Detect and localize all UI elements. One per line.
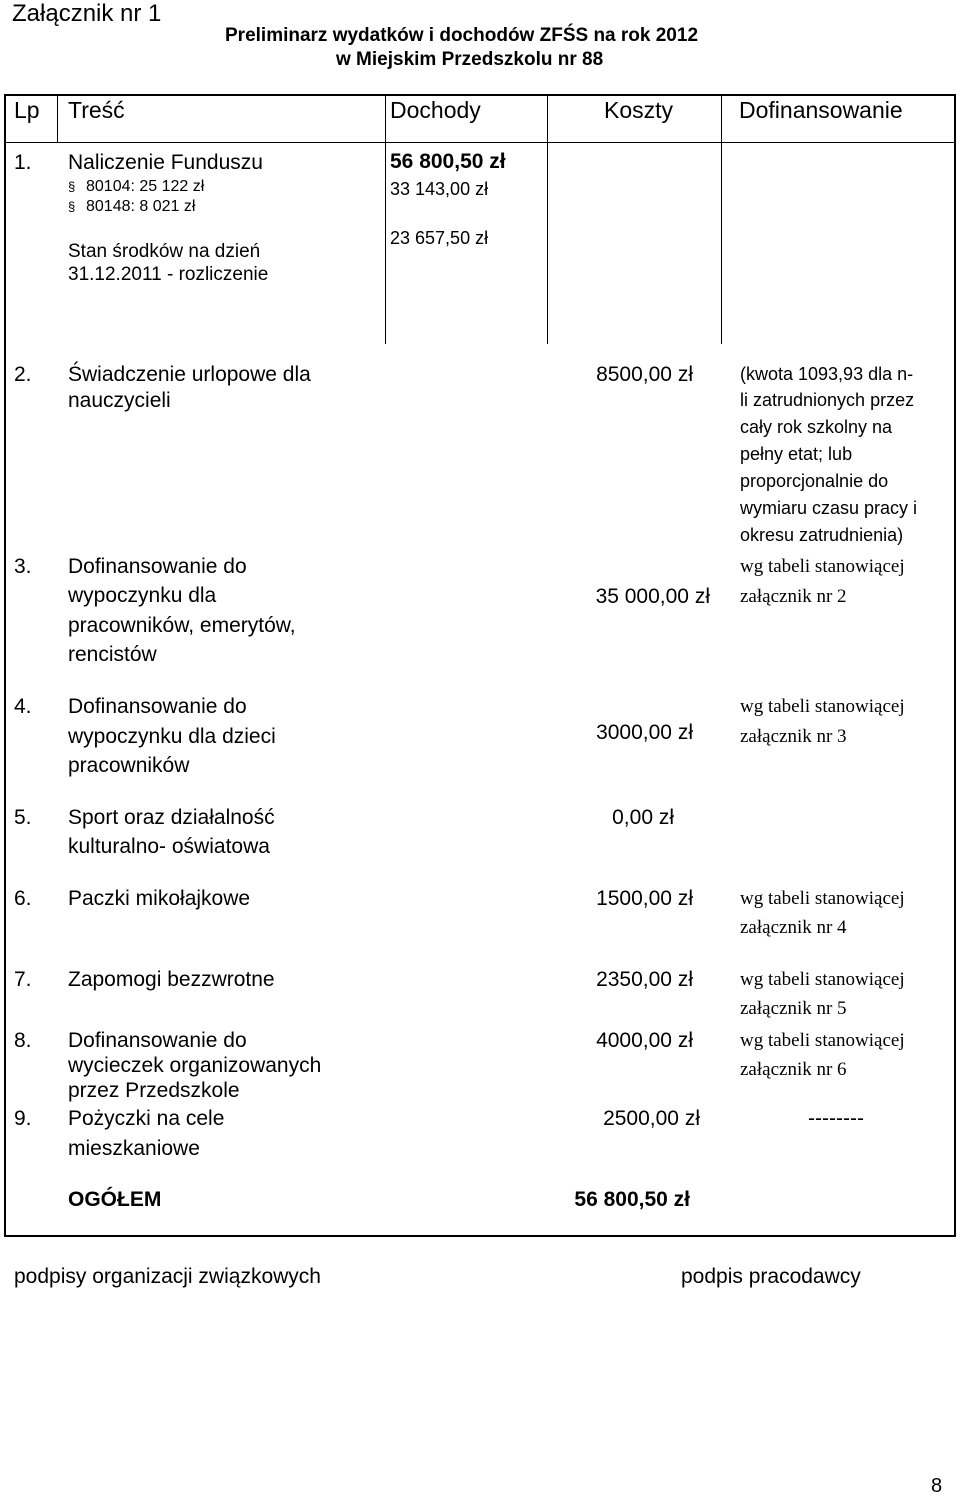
row6-cost: 1500,00 zł	[596, 887, 693, 910]
row1-income-a: 33 143,00 zł	[390, 179, 489, 199]
row3-title-line: rencistów	[68, 643, 157, 666]
row9-note: --------	[808, 1107, 864, 1130]
row3-note-line: wg tabeli stanowiącej	[740, 556, 905, 577]
row3-note-line: załącznik nr 2	[740, 586, 847, 607]
column-divider	[57, 96, 58, 142]
row2-lp: 2.	[14, 363, 32, 386]
row5-title-line: Sport oraz działalność	[68, 806, 275, 829]
row3-cost: 35 000,00 zł	[595, 585, 710, 608]
row1-balance-line1: Stan środków na dzień	[68, 241, 261, 262]
row9-cost: 2500,00 zł	[603, 1107, 700, 1130]
header-dochody: Dochody	[390, 97, 481, 123]
signature-unions: podpisy organizacji związkowych	[14, 1265, 321, 1288]
column-divider	[547, 96, 548, 344]
row4-title-line: Dofinansowanie do	[68, 695, 247, 718]
attachment-title: Załącznik nr 1	[12, 0, 162, 27]
row6-title: Paczki mikołajkowe	[68, 887, 251, 910]
row1-title: Naliczenie Funduszu	[68, 151, 263, 174]
header-tresc: Treść	[68, 97, 125, 123]
row9-title-line: Pożyczki na cele	[68, 1107, 225, 1130]
row9-lp: 9.	[14, 1107, 32, 1130]
row6-note-line: załącznik nr 4	[740, 917, 847, 938]
row6-note-line: wg tabeli stanowiącej	[740, 888, 905, 909]
row2-note-line: okresu zatrudnienia)	[740, 525, 904, 545]
row3-title-line: pracowników, emerytów,	[68, 614, 296, 637]
row5-lp: 5.	[14, 806, 32, 829]
column-divider	[721, 96, 722, 344]
row1-lp: 1.	[14, 151, 32, 174]
header-koszty: Koszty	[604, 97, 674, 123]
page-number: 8	[931, 1475, 943, 1497]
row-divider	[6, 142, 954, 143]
row1-item: § 80148: 8 021 zł	[68, 197, 195, 217]
header-dofinansowanie: Dofinansowanie	[739, 97, 903, 123]
row3-title-line: Dofinansowanie do	[68, 555, 247, 578]
row4-lp: 4.	[14, 695, 32, 718]
row5-title-line: kulturalno- oświatowa	[68, 835, 270, 858]
row2-title-line1: Świadczenie urlopowe dla	[68, 363, 311, 386]
row8-title-line: przez Przedszkole	[68, 1079, 240, 1102]
row4-title-line: pracowników	[68, 754, 190, 777]
row8-note-line: wg tabeli stanowiącej	[740, 1030, 905, 1051]
row2-note-line: (kwota 1093,93 dla n-	[740, 364, 914, 384]
row2-note-line: li zatrudnionych przez	[740, 390, 915, 410]
row2-note-line: wymiaru czasu pracy i	[740, 498, 918, 518]
row2-note-line: pełny etat; lub	[740, 444, 853, 464]
row7-cost: 2350,00 zł	[596, 968, 693, 991]
row4-note-line: wg tabeli stanowiącej	[740, 696, 905, 717]
row3-title-line: wypoczynku dla	[68, 584, 217, 607]
row7-lp: 7.	[14, 968, 32, 991]
header-lp: Lp	[14, 97, 40, 123]
column-divider	[385, 96, 386, 344]
row5-cost: 0,00 zł	[612, 806, 674, 829]
row1-income-b: 23 657,50 zł	[390, 228, 489, 248]
row1-item: § 80104: 25 122 zł	[68, 177, 204, 197]
row7-note-line: wg tabeli stanowiącej	[740, 969, 905, 990]
row7-title: Zapomogi bezzwrotne	[68, 968, 275, 991]
total-value: 56 800,50 zł	[574, 1188, 690, 1211]
row1-income-total: 56 800,50 zł	[390, 150, 506, 173]
signature-employer: podpis pracodawcy	[681, 1265, 861, 1288]
row3-lp: 3.	[14, 555, 32, 578]
row8-title-line: wycieczek organizowanych	[68, 1054, 322, 1077]
row8-note-line: załącznik nr 6	[740, 1059, 847, 1080]
total-label: OGÓŁEM	[68, 1188, 162, 1211]
row4-title-line: wypoczynku dla dzieci	[68, 725, 276, 748]
row8-title-line: Dofinansowanie do	[68, 1029, 247, 1052]
row2-note-line: proporcjonalnie do	[740, 471, 889, 491]
row1-balance-line2: 31.12.2011 - rozliczenie	[68, 264, 269, 285]
row9-title-line: mieszkaniowe	[68, 1137, 200, 1160]
document-title: Preliminarz wydatków i dochodów ZFŚS na rok 2012	[225, 25, 699, 46]
row4-cost: 3000,00 zł	[596, 721, 693, 744]
row4-note-line: załącznik nr 3	[740, 726, 847, 747]
row8-cost: 4000,00 zł	[596, 1029, 693, 1052]
row2-cost: 8500,00 zł	[596, 363, 693, 386]
row2-title-line2: nauczycieli	[68, 389, 171, 412]
row7-note-line: załącznik nr 5	[740, 998, 847, 1019]
row8-lp: 8.	[14, 1029, 32, 1052]
row2-note-line: cały rok szkolny na	[740, 417, 893, 437]
row6-lp: 6.	[14, 887, 32, 910]
document-subtitle: w Miejskim Przedszkolu nr 88	[336, 49, 604, 70]
